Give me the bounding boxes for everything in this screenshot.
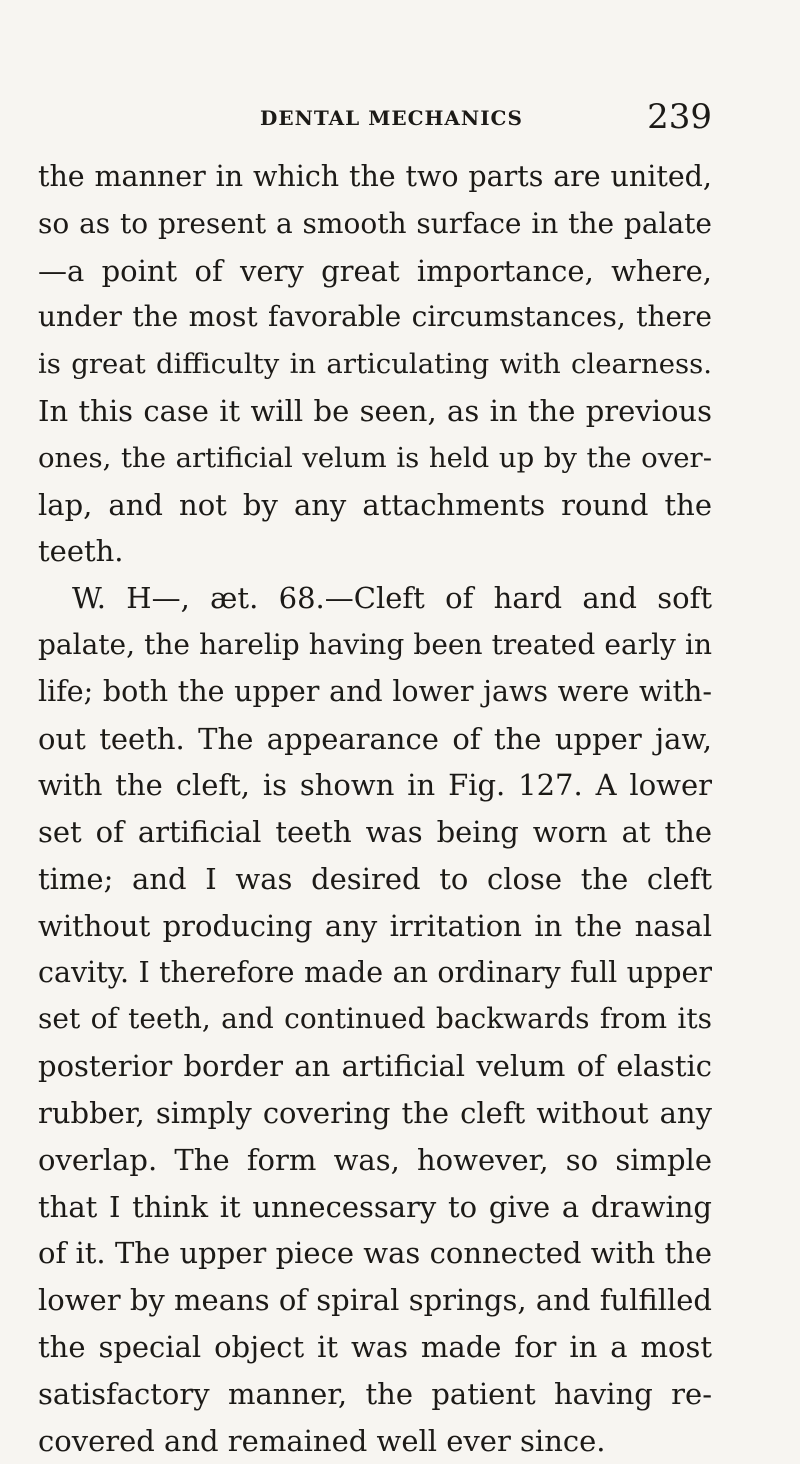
text-line: W. H—, æt. 68.—Cleft of hard and soft <box>72 581 712 616</box>
text-line: out teeth. The appearance of the upper jaw, <box>38 721 712 756</box>
text-line: covered and remained well ever since. <box>38 1423 606 1458</box>
text-line: rubber, simply covering the cleft without any <box>38 1095 712 1130</box>
text-line: lower by means of spiral springs, and fulfilled <box>38 1283 712 1318</box>
text-line: with the cleft, is shown in Fig. 127. A lower <box>38 768 712 803</box>
text-line: is great difficulty in articulating with clearness. <box>38 348 712 381</box>
text-line: so as to present a smooth surface in the palate <box>38 206 712 240</box>
running-head <box>38 97 712 141</box>
text-line: In this case it will be seen, as in the previous <box>38 393 712 428</box>
text-line: teeth. <box>38 534 124 569</box>
text-line: lap, and not by any attachments round the <box>38 487 712 522</box>
text-line: palate, the harelip having been treated early in <box>38 627 712 661</box>
text-line: posterior border an artificial velum of elastic <box>38 1049 712 1084</box>
running-head-title: DENTAL MECHANICS <box>260 106 523 130</box>
text-line: of it. The upper piece was connected with the <box>38 1236 712 1271</box>
body-text <box>38 154 712 1464</box>
text-line: life; both the upper and lower jaws were with- <box>38 674 712 708</box>
text-line: —a point of very great importance, where, <box>38 253 712 288</box>
page-number: 239 <box>647 97 712 137</box>
text-line: cavity. I therefore made an ordinary full upper <box>38 955 712 989</box>
text-line: without producing any irritation in the nasal <box>38 908 712 943</box>
text-line: ones, the artificial velum is held up by the over- <box>38 441 712 474</box>
text-line: that I think it unnecessary to give a drawing <box>38 1189 712 1224</box>
text-line: the manner in which the two parts are united, <box>38 160 712 193</box>
text-line: satisfactory manner, the patient having re- <box>38 1376 712 1411</box>
text-line: time; and I was desired to close the cleft <box>38 861 712 896</box>
text-line: the special object it was made for in a most <box>38 1329 712 1364</box>
text-line: set of artificial teeth was being worn at the <box>38 815 712 850</box>
text-line: under the most favorable circumstances, there <box>38 300 712 334</box>
text-line: overlap. The form was, however, so simple <box>38 1142 712 1177</box>
text-line: set of teeth, and continued backwards from its <box>38 1002 712 1036</box>
